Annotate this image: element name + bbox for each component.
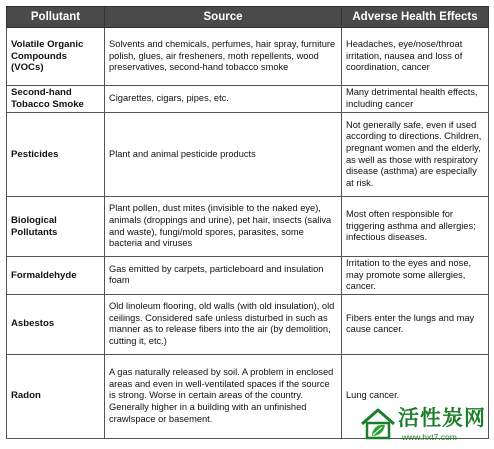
effects-cell: Fibers enter the lungs and may cause cancer.: [342, 294, 489, 354]
table-row: [7, 197, 489, 257]
pollutant-cell: Pesticides: [7, 113, 105, 197]
house-leaf-icon: [358, 404, 398, 442]
source-cell: Plant and animal pesticide products: [105, 113, 342, 197]
effects-cell: Most often responsible for triggering asthma and allergies; infectious diseases.: [342, 197, 489, 257]
effects-cell: Many detrimental health effects, including cancer: [342, 86, 489, 113]
effects-cell: Lung cancer.: [342, 354, 489, 438]
source-cell: Solvents and chemicals, perfumes, hair spray, furniture polish, glues, air fresheners, moth repellents, wood preservatives, second-hand tobacco smoke: [105, 28, 342, 86]
pollutant-cell: Volatile Organic Compounds (VOCs): [7, 28, 105, 86]
effects-cell: Headaches, eye/nose/throat irritation, nausea and loss of coordination, cancer: [342, 28, 489, 86]
source-cell: A gas naturally released by soil. A problem in enclosed areas and even in well-ventilated spaces if the source is strong. Worse in certain areas of the country. Generally higher in a building with an unfinished crawlspace or basement.: [105, 354, 342, 438]
table-row: [7, 28, 489, 86]
pollutant-cell: Formaldehyde: [7, 257, 105, 295]
pollutant-cell: Biological Pollutants: [7, 197, 105, 257]
header-row: [7, 7, 489, 28]
table-row: [7, 257, 489, 295]
header-source: Source: [105, 7, 342, 28]
pollutant-cell: Asbestos: [7, 294, 105, 354]
table-row: [7, 294, 489, 354]
header-effects: Adverse Health Effects: [342, 7, 489, 28]
source-cell: Gas emitted by carpets, particleboard and insulation foam: [105, 257, 342, 295]
table-row: [7, 86, 489, 113]
source-cell: Cigarettes, cigars, pipes, etc.: [105, 86, 342, 113]
watermark: [358, 402, 490, 446]
effects-cell: Not generally safe, even if used according to directions. Children, pregnant women and the elderly, as well as those with respiratory disease (asthma) are especially at risk.: [342, 113, 489, 197]
watermark-title: 活性炭网: [398, 406, 486, 430]
pollutant-table: [6, 6, 489, 439]
source-cell: Plant pollen, dust mites (invisible to the naked eye), animals (droppings and urine), pet hair, insects (saliva and waste), fungi/mold spores, parasites, some bacteria and viruses: [105, 197, 342, 257]
pollutant-cell: Second-hand Tobacco Smoke: [7, 86, 105, 113]
effects-cell: Irritation to the eyes and nose, may promote some allergies, cancer.: [342, 257, 489, 295]
watermark-url: www.hxt7.com: [402, 432, 457, 442]
header-pollutant: Pollutant: [7, 7, 105, 28]
table-row: [7, 113, 489, 197]
pollutant-cell: Radon: [7, 354, 105, 438]
source-cell: Old linoleum flooring, old walls (with old insulation), old ceilings. Considered safe unless disturbed in such as manner as to release fibers into the air (by demolition, cutting it, etc.): [105, 294, 342, 354]
